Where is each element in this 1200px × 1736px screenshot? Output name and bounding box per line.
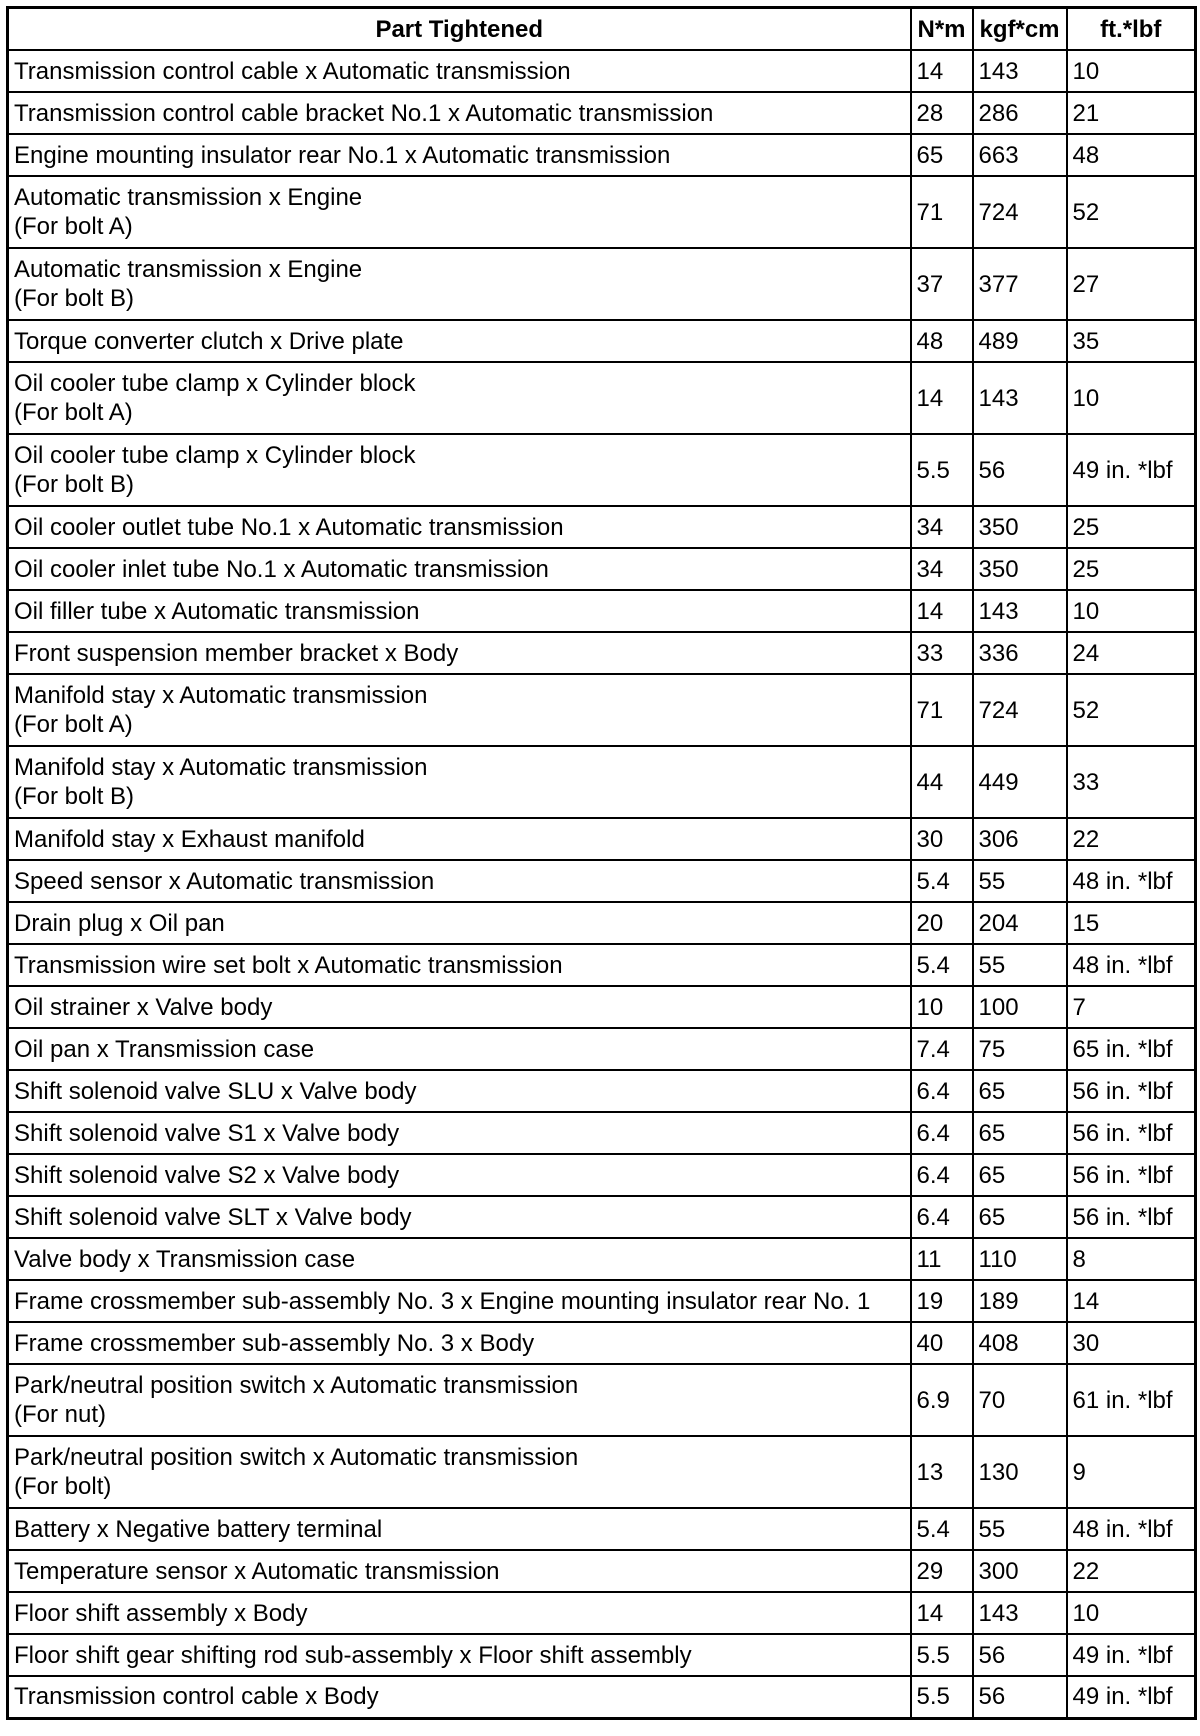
table-row — [8, 1028, 1196, 1070]
torque-nm-cell: 5.4 — [911, 1508, 973, 1550]
torque-nm-cell: 6.9 — [911, 1364, 973, 1436]
torque-nm-cell: 65 — [911, 134, 973, 176]
part-tightened-cell: Transmission control cable x Automatic transmission — [8, 50, 911, 92]
part-tightened-cell: Temperature sensor x Automatic transmission — [8, 1550, 911, 1592]
torque-nm-cell: 40 — [911, 1322, 973, 1364]
torque-nm-cell: 5.4 — [911, 944, 973, 986]
torque-ft-lbf-cell: 52 — [1067, 176, 1196, 248]
header-kgf-cm: kgf*cm — [973, 8, 1067, 51]
part-tightened-cell: Floor shift assembly x Body — [8, 1592, 911, 1634]
torque-ft-lbf-cell: 35 — [1067, 320, 1196, 362]
torque-kgf-cm-cell: 55 — [973, 860, 1067, 902]
part-tightened-cell: Frame crossmember sub-assembly No. 3 x Body — [8, 1322, 911, 1364]
part-tightened-cell: Shift solenoid valve S2 x Valve body — [8, 1154, 911, 1196]
torque-ft-lbf-cell: 24 — [1067, 632, 1196, 674]
torque-kgf-cm-cell: 449 — [973, 746, 1067, 818]
torque-nm-cell: 6.4 — [911, 1112, 973, 1154]
torque-nm-cell: 33 — [911, 632, 973, 674]
part-tightened-cell: Transmission control cable bracket No.1 x Automatic transmission — [8, 92, 911, 134]
torque-kgf-cm-cell: 65 — [973, 1154, 1067, 1196]
table-row — [8, 1280, 1196, 1322]
torque-kgf-cm-cell: 663 — [973, 134, 1067, 176]
table-row — [8, 50, 1196, 92]
part-tightened-cell: Oil cooler inlet tube No.1 x Automatic transmission — [8, 548, 911, 590]
part-tightened-cell: Oil strainer x Valve body — [8, 986, 911, 1028]
torque-nm-cell: 29 — [911, 1550, 973, 1592]
torque-nm-cell: 37 — [911, 248, 973, 320]
part-tightened-cell: Park/neutral position switch x Automatic transmission (For nut) — [8, 1364, 911, 1436]
torque-kgf-cm-cell: 110 — [973, 1238, 1067, 1280]
table-row — [8, 434, 1196, 506]
torque-nm-cell: 5.5 — [911, 434, 973, 506]
torque-ft-lbf-cell: 7 — [1067, 986, 1196, 1028]
torque-ft-lbf-cell: 14 — [1067, 1280, 1196, 1322]
torque-nm-cell: 71 — [911, 176, 973, 248]
torque-kgf-cm-cell: 286 — [973, 92, 1067, 134]
torque-nm-cell: 14 — [911, 362, 973, 434]
part-tightened-cell: Shift solenoid valve SLU x Valve body — [8, 1070, 911, 1112]
torque-kgf-cm-cell: 377 — [973, 248, 1067, 320]
torque-kgf-cm-cell: 204 — [973, 902, 1067, 944]
torque-nm-cell: 10 — [911, 986, 973, 1028]
torque-ft-lbf-cell: 48 — [1067, 134, 1196, 176]
torque-ft-lbf-cell: 10 — [1067, 1592, 1196, 1634]
part-tightened-cell: Front suspension member bracket x Body — [8, 632, 911, 674]
torque-nm-cell: 6.4 — [911, 1196, 973, 1238]
table-row — [8, 1508, 1196, 1550]
torque-kgf-cm-cell: 65 — [973, 1070, 1067, 1112]
torque-nm-cell: 5.5 — [911, 1634, 973, 1676]
torque-ft-lbf-cell: 27 — [1067, 248, 1196, 320]
torque-ft-lbf-cell: 49 in. *lbf — [1067, 1634, 1196, 1676]
table-row — [8, 1070, 1196, 1112]
torque-kgf-cm-cell: 75 — [973, 1028, 1067, 1070]
table-row — [8, 1238, 1196, 1280]
torque-ft-lbf-cell: 21 — [1067, 92, 1196, 134]
table-row — [8, 632, 1196, 674]
table-body — [8, 50, 1196, 1718]
table-row — [8, 818, 1196, 860]
part-tightened-cell: Automatic transmission x Engine (For bolt A) — [8, 176, 911, 248]
part-tightened-cell: Manifold stay x Automatic transmission (For bolt A) — [8, 674, 911, 746]
torque-ft-lbf-cell: 65 in. *lbf — [1067, 1028, 1196, 1070]
table-row — [8, 902, 1196, 944]
table-row — [8, 134, 1196, 176]
torque-ft-lbf-cell: 56 in. *lbf — [1067, 1196, 1196, 1238]
table-row — [8, 1550, 1196, 1592]
torque-nm-cell: 13 — [911, 1436, 973, 1508]
torque-ft-lbf-cell: 10 — [1067, 362, 1196, 434]
torque-ft-lbf-cell: 22 — [1067, 1550, 1196, 1592]
part-tightened-cell: Oil filler tube x Automatic transmission — [8, 590, 911, 632]
torque-kgf-cm-cell: 724 — [973, 674, 1067, 746]
torque-nm-cell: 6.4 — [911, 1154, 973, 1196]
torque-ft-lbf-cell: 15 — [1067, 902, 1196, 944]
torque-kgf-cm-cell: 55 — [973, 944, 1067, 986]
torque-kgf-cm-cell: 143 — [973, 362, 1067, 434]
table-row — [8, 506, 1196, 548]
torque-ft-lbf-cell: 56 in. *lbf — [1067, 1112, 1196, 1154]
table-row — [8, 1112, 1196, 1154]
part-tightened-cell: Transmission wire set bolt x Automatic transmission — [8, 944, 911, 986]
torque-nm-cell: 19 — [911, 1280, 973, 1322]
torque-ft-lbf-cell: 56 in. *lbf — [1067, 1154, 1196, 1196]
torque-kgf-cm-cell: 56 — [973, 434, 1067, 506]
torque-kgf-cm-cell: 56 — [973, 1634, 1067, 1676]
part-tightened-cell: Manifold stay x Automatic transmission (For bolt B) — [8, 746, 911, 818]
torque-nm-cell: 14 — [911, 590, 973, 632]
part-tightened-cell: Frame crossmember sub-assembly No. 3 x Engine mounting insulator rear No. 1 — [8, 1280, 911, 1322]
torque-ft-lbf-cell: 52 — [1067, 674, 1196, 746]
torque-kgf-cm-cell: 724 — [973, 176, 1067, 248]
table-row — [8, 320, 1196, 362]
table-row — [8, 746, 1196, 818]
torque-ft-lbf-cell: 61 in. *lbf — [1067, 1364, 1196, 1436]
torque-kgf-cm-cell: 55 — [973, 1508, 1067, 1550]
torque-nm-cell: 11 — [911, 1238, 973, 1280]
torque-nm-cell: 7.4 — [911, 1028, 973, 1070]
torque-ft-lbf-cell: 10 — [1067, 50, 1196, 92]
table-row — [8, 1322, 1196, 1364]
part-tightened-cell: Valve body x Transmission case — [8, 1238, 911, 1280]
torque-kgf-cm-cell: 143 — [973, 590, 1067, 632]
torque-nm-cell: 30 — [911, 818, 973, 860]
table-row — [8, 860, 1196, 902]
torque-kgf-cm-cell: 306 — [973, 818, 1067, 860]
table-row — [8, 248, 1196, 320]
torque-ft-lbf-cell: 33 — [1067, 746, 1196, 818]
part-tightened-cell: Floor shift gear shifting rod sub-assembly x Floor shift assembly — [8, 1634, 911, 1676]
torque-nm-cell: 34 — [911, 548, 973, 590]
part-tightened-cell: Transmission control cable x Body — [8, 1676, 911, 1718]
torque-kgf-cm-cell: 336 — [973, 632, 1067, 674]
table-row — [8, 1364, 1196, 1436]
torque-nm-cell: 14 — [911, 1592, 973, 1634]
torque-kgf-cm-cell: 130 — [973, 1436, 1067, 1508]
torque-kgf-cm-cell: 350 — [973, 506, 1067, 548]
part-tightened-cell: Engine mounting insulator rear No.1 x Automatic transmission — [8, 134, 911, 176]
torque-nm-cell: 14 — [911, 50, 973, 92]
torque-nm-cell: 20 — [911, 902, 973, 944]
part-tightened-cell: Oil cooler tube clamp x Cylinder block (For bolt A) — [8, 362, 911, 434]
part-tightened-cell: Oil cooler tube clamp x Cylinder block (For bolt B) — [8, 434, 911, 506]
torque-kgf-cm-cell: 143 — [973, 1592, 1067, 1634]
table-row — [8, 92, 1196, 134]
torque-kgf-cm-cell: 489 — [973, 320, 1067, 362]
torque-nm-cell: 44 — [911, 746, 973, 818]
torque-kgf-cm-cell: 70 — [973, 1364, 1067, 1436]
torque-kgf-cm-cell: 189 — [973, 1280, 1067, 1322]
torque-kgf-cm-cell: 143 — [973, 50, 1067, 92]
part-tightened-cell: Manifold stay x Exhaust manifold — [8, 818, 911, 860]
torque-kgf-cm-cell: 350 — [973, 548, 1067, 590]
torque-ft-lbf-cell: 25 — [1067, 506, 1196, 548]
torque-ft-lbf-cell: 48 in. *lbf — [1067, 944, 1196, 986]
header-ft-lbf: ft.*lbf — [1067, 8, 1196, 51]
table-row — [8, 1676, 1196, 1718]
table-row — [8, 1592, 1196, 1634]
torque-ft-lbf-cell: 56 in. *lbf — [1067, 1070, 1196, 1112]
torque-ft-lbf-cell: 30 — [1067, 1322, 1196, 1364]
torque-nm-cell: 48 — [911, 320, 973, 362]
part-tightened-cell: Speed sensor x Automatic transmission — [8, 860, 911, 902]
torque-nm-cell: 5.4 — [911, 860, 973, 902]
table-row — [8, 1196, 1196, 1238]
torque-nm-cell: 71 — [911, 674, 973, 746]
torque-ft-lbf-cell: 10 — [1067, 590, 1196, 632]
torque-kgf-cm-cell: 300 — [973, 1550, 1067, 1592]
torque-kgf-cm-cell: 100 — [973, 986, 1067, 1028]
table-row — [8, 1154, 1196, 1196]
torque-kgf-cm-cell: 56 — [973, 1676, 1067, 1718]
torque-nm-cell: 28 — [911, 92, 973, 134]
part-tightened-cell: Oil pan x Transmission case — [8, 1028, 911, 1070]
part-tightened-cell: Battery x Negative battery terminal — [8, 1508, 911, 1550]
table-row — [8, 362, 1196, 434]
torque-ft-lbf-cell: 25 — [1067, 548, 1196, 590]
torque-specification-table — [6, 6, 1197, 1720]
torque-kgf-cm-cell: 408 — [973, 1322, 1067, 1364]
table-row — [8, 1634, 1196, 1676]
torque-ft-lbf-cell: 49 in. *lbf — [1067, 434, 1196, 506]
part-tightened-cell: Oil cooler outlet tube No.1 x Automatic transmission — [8, 506, 911, 548]
torque-ft-lbf-cell: 48 in. *lbf — [1067, 860, 1196, 902]
table-row — [8, 944, 1196, 986]
part-tightened-cell: Park/neutral position switch x Automatic transmission (For bolt) — [8, 1436, 911, 1508]
part-tightened-cell: Shift solenoid valve S1 x Valve body — [8, 1112, 911, 1154]
table-row — [8, 674, 1196, 746]
part-tightened-cell: Automatic transmission x Engine (For bolt B) — [8, 248, 911, 320]
header-nm: N*m — [911, 8, 973, 51]
part-tightened-cell: Drain plug x Oil pan — [8, 902, 911, 944]
table-row — [8, 590, 1196, 632]
torque-ft-lbf-cell: 49 in. *lbf — [1067, 1676, 1196, 1718]
torque-ft-lbf-cell: 8 — [1067, 1238, 1196, 1280]
torque-nm-cell: 6.4 — [911, 1070, 973, 1112]
table-row — [8, 986, 1196, 1028]
header-part-tightened: Part Tightened — [8, 8, 911, 51]
torque-kgf-cm-cell: 65 — [973, 1196, 1067, 1238]
torque-ft-lbf-cell: 48 in. *lbf — [1067, 1508, 1196, 1550]
torque-ft-lbf-cell: 9 — [1067, 1436, 1196, 1508]
torque-nm-cell: 34 — [911, 506, 973, 548]
torque-nm-cell: 5.5 — [911, 1676, 973, 1718]
table-row — [8, 176, 1196, 248]
table-row — [8, 548, 1196, 590]
part-tightened-cell: Torque converter clutch x Drive plate — [8, 320, 911, 362]
table-row — [8, 1436, 1196, 1508]
table-header-row — [8, 8, 1196, 51]
part-tightened-cell: Shift solenoid valve SLT x Valve body — [8, 1196, 911, 1238]
torque-kgf-cm-cell: 65 — [973, 1112, 1067, 1154]
torque-ft-lbf-cell: 22 — [1067, 818, 1196, 860]
